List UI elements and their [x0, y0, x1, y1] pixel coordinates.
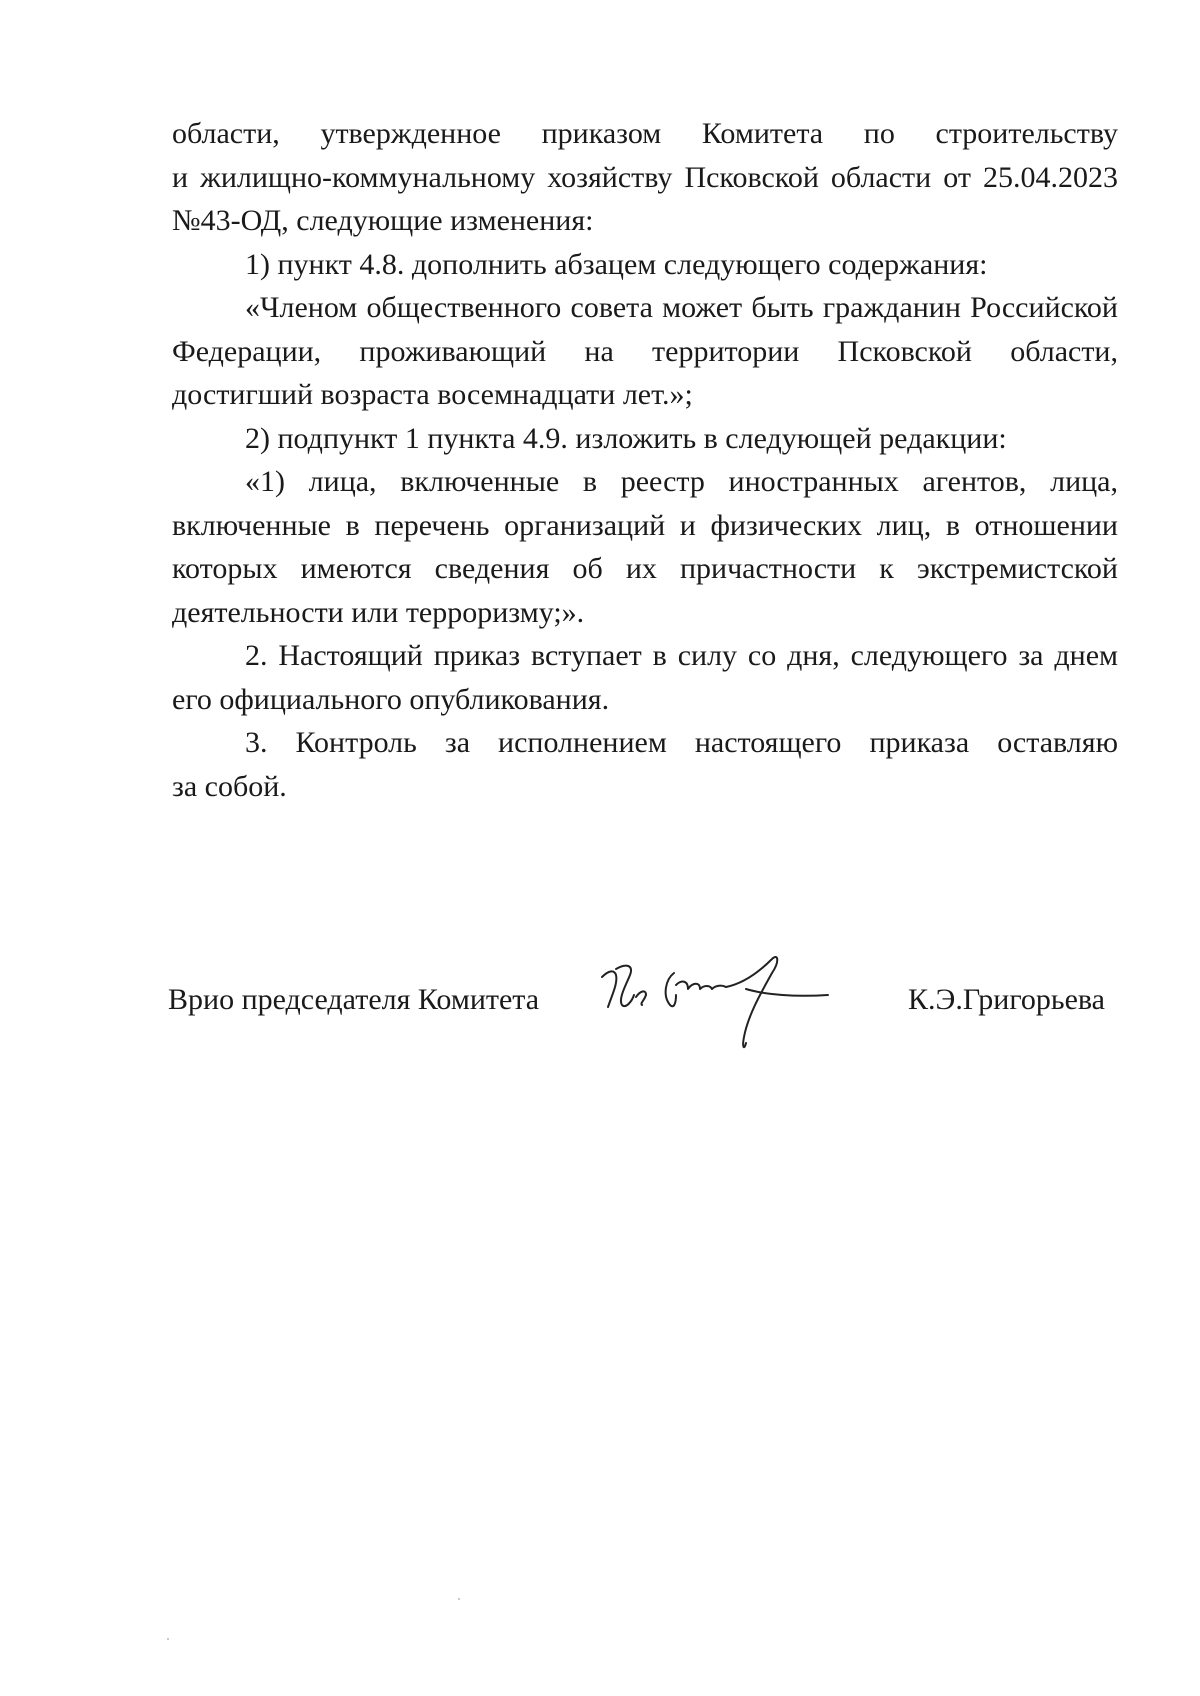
body-line: включенные в перечень организаций и физических лиц, в отношении — [172, 508, 1118, 542]
body-line: достигший возраста восемнадцати лет.»; — [172, 378, 693, 411]
signature-block — [168, 983, 1118, 1093]
body-line: его официального опубликования. — [172, 682, 610, 716]
document-body — [172, 112, 1118, 808]
body-line: деятельности или терроризму;». — [172, 595, 585, 629]
signatory-position: Врио председателя Комитета — [168, 983, 540, 1016]
scan-speck — [167, 1638, 169, 1640]
body-line: которых имеются сведения об их причастности к экстремистской — [172, 552, 1118, 585]
body-line: «Членом общественного совета может быть гражданин Российской — [245, 291, 1118, 324]
body-line: 3. Контроль за исполнением настоящего приказа оставляю — [245, 726, 1118, 759]
body-line: №43-ОД, следующие изменения: — [172, 204, 594, 237]
body-line: и жилищно-коммунальному хозяйству Псковской области от 25.04.2023 — [172, 160, 1118, 194]
body-line: 2. Настоящий приказ вступает в силу со дня, следующего за днем — [245, 639, 1118, 672]
body-line: «1) лица, включенные в реестр иностранных агентов, лица, — [245, 465, 1118, 498]
body-line: Федерации, проживающий на территории Псковской области, — [172, 334, 1118, 368]
body-line: 2) подпункт 1 пункта 4.9. изложить в следующей редакции: — [245, 421, 1007, 455]
body-line: 1) пункт 4.8. дополнить абзацем следующего содержания: — [245, 247, 988, 281]
scan-speck — [458, 1598, 460, 1600]
handwritten-signature — [596, 955, 836, 1065]
body-line: области, утвержденное приказом Комитета по строительству — [172, 117, 1118, 150]
body-line: за собой. — [172, 769, 287, 803]
signatory-name: К.Э.Григорьева — [908, 983, 1105, 1016]
